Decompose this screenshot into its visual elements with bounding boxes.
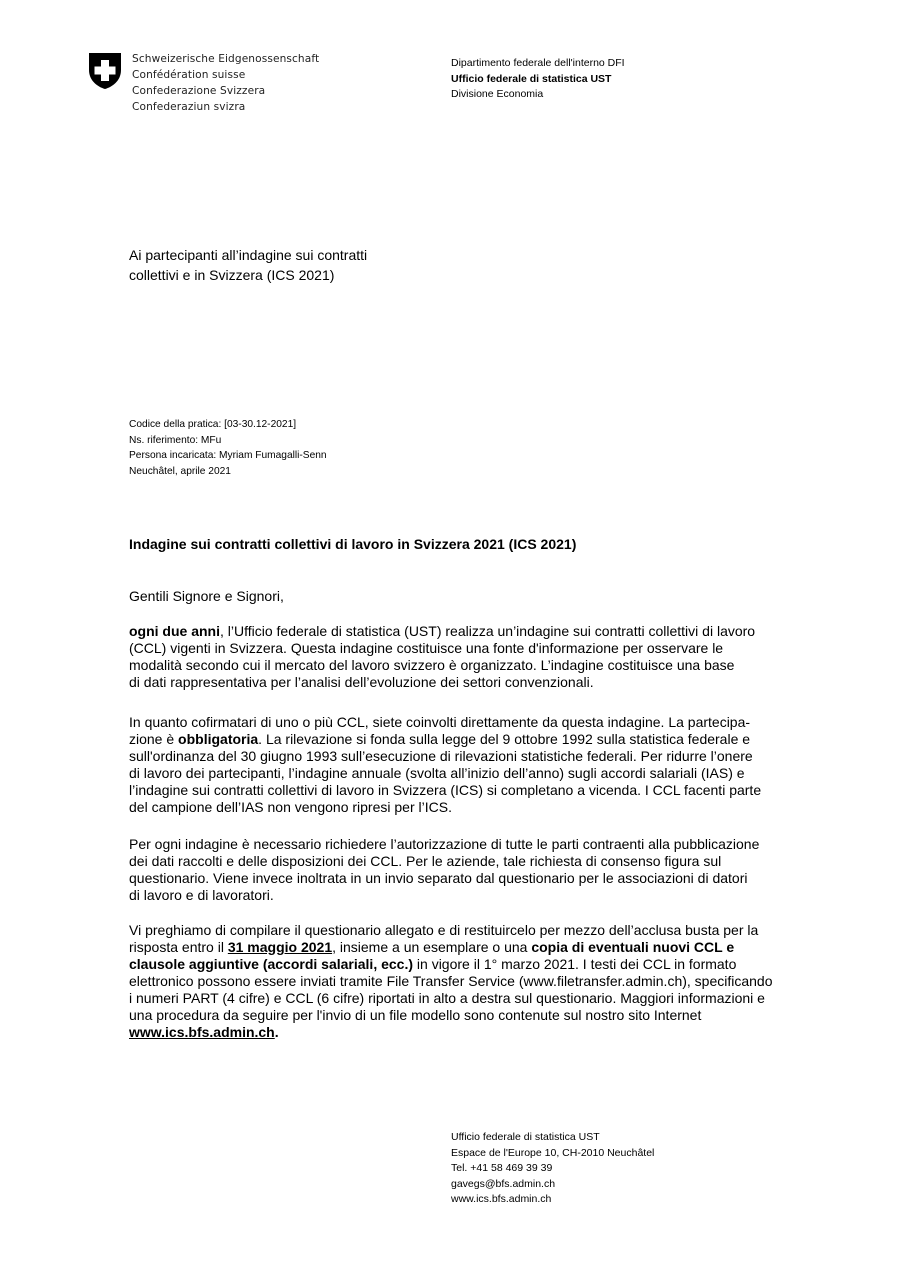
body-text: di dati rappresentativa per l’analisi dell’evoluzione dei settori convenzionali. xyxy=(129,674,594,690)
confederation-name-fr: Confédération suisse xyxy=(132,69,246,81)
body-text: del campione dell’IAS non vengono ripresi per l’ICS. xyxy=(129,799,452,815)
body-text: l’indagine sui contratti collettivi di lavoro in Svizzera (ICS) si completano a vicenda. I CCL facenti parte xyxy=(129,782,762,798)
body-text: Vi preghiamo di compilare il questionario allegato e di restituircelo per mezzo dell’acclusa busta per la xyxy=(129,922,759,938)
confederation-names xyxy=(132,51,319,115)
footer-office: Ufficio federale di statistica UST xyxy=(451,1131,600,1143)
emphasis-text: obbligatoria xyxy=(178,731,259,747)
paragraph-4 xyxy=(129,922,849,1041)
contact-person: Persona incaricata: Myriam Fumagalli-Senn xyxy=(129,450,327,461)
our-reference: Ns. riferimento: MFu xyxy=(129,434,222,446)
case-code: Codice della pratica: [03-30.12-2021] xyxy=(129,419,297,430)
footer-email[interactable]: gavegs@bfs.admin.ch xyxy=(451,1177,556,1190)
swiss-coat-of-arms-icon xyxy=(88,52,122,90)
paragraph-2 xyxy=(129,714,849,816)
body-text: sull'ordinanza del 30 giugno 1993 sull’esecuzione di rilevazioni statistiche federali. Per ridurre l’onere xyxy=(129,748,753,764)
body-text: . La rilevazione si fonda sulla legge del 9 ottobre 1992 sulla statistica federale e xyxy=(258,731,751,747)
footer-contact xyxy=(451,1130,654,1208)
confederation-name-it: Confederazione Svizzera xyxy=(132,85,266,97)
place-date: Neuchâtel, aprile 2021 xyxy=(129,465,231,477)
division-name: Divisione Economia xyxy=(451,88,544,100)
deadline-date: 31 maggio 2021 xyxy=(227,939,333,955)
body-text: , l’Ufficio federale di statistica (UST) realizza un’indagine sui contratti collettivi di lavoro xyxy=(220,623,756,639)
body-text: in vigore il 1° marzo 2021. I testi dei CCL in formato xyxy=(413,956,737,972)
body-text: dei dati raccolti e delle disposizioni dei CCL. Per le aziende, tale richiesta di consenso figura sul xyxy=(129,853,722,869)
emphasis-text: copia di eventuali nuovi CCL e xyxy=(531,939,735,955)
body-text: , insieme a un esemplare o una xyxy=(332,939,532,955)
recipient-line: Ai partecipanti all’indagine sui contratti xyxy=(129,247,368,263)
body-text: una procedura da seguire per l'invio di un file modello sono contenute sul nostro sito Internet xyxy=(129,1007,702,1023)
body-text: modalità secondo cui il mercato del lavoro svizzero è organizzato. L’indagine costituisce una base xyxy=(129,657,735,673)
department-name: Dipartimento federale dell'interno DFI xyxy=(451,57,625,69)
paragraph-1 xyxy=(129,623,849,691)
body-text: di lavoro dei partecipanti, l’indagine annuale (svolta all’inizio dell’anno) sugli accordi salariali (IAS) e xyxy=(129,765,745,781)
body-text: Per ogni indagine è necessario richiedere l’autorizzazione di tutte le parti contraenti alla pubblicazione xyxy=(129,836,760,852)
website-link[interactable]: www.ics.bfs.admin.ch xyxy=(129,1024,275,1040)
body-text: zione è xyxy=(129,731,179,747)
body-text: In quanto cofirmatari di uno o più CCL, siete coinvolti direttamente da questa indagine. La partecipa- xyxy=(129,714,751,730)
footer-phone: Tel. +41 58 469 39 39 xyxy=(451,1162,553,1174)
recipient-address xyxy=(129,245,367,285)
department-block xyxy=(451,54,625,102)
confederation-name-de: Schweizerische Eidgenossenschaft xyxy=(132,53,320,65)
paragraph-3 xyxy=(129,836,849,904)
body-text: i numeri PART (4 cifre) e CCL (6 cifre) riportati in alto a destra sul questionario. Maggiori informazioni e xyxy=(129,990,765,1006)
body-text: elettronico possono essere inviati tramite File Transfer Service (www.filetransfer.admin.ch), specificando xyxy=(129,973,773,989)
body-text: (CCL) vigenti in Svizzera. Questa indagine costituisce una fonte d'informazione per osservare le xyxy=(129,640,724,656)
letter-subject: Indagine sui contratti collettivi di lavoro in Svizzera 2021 (ICS 2021) xyxy=(129,536,577,552)
body-text: risposta entro il xyxy=(129,939,228,955)
footer-address: Espace de l'Europe 10, CH-2010 Neuchâtel xyxy=(451,1146,655,1159)
confederation-name-rm: Confederaziun svizra xyxy=(132,101,246,113)
emphasis-text: ogni due anni xyxy=(129,623,220,639)
emphasis-text: clausole aggiuntive (accordi salariali, ecc.) xyxy=(129,956,414,972)
punctuation: . xyxy=(274,1024,279,1040)
body-text: questionario. Viene invece inoltrata in un invio separato dal questionario per le associazioni di datori xyxy=(129,870,748,886)
footer-website[interactable]: www.ics.bfs.admin.ch xyxy=(451,1193,552,1205)
recipient-line: collettivi e in Svizzera (ICS 2021) xyxy=(129,267,335,283)
body-text: di lavoro e di lavoratori. xyxy=(129,887,274,903)
office-name: Ufficio federale di statistica UST xyxy=(451,73,612,85)
reference-block xyxy=(129,417,327,479)
salutation: Gentili Signore e Signori, xyxy=(129,588,284,604)
